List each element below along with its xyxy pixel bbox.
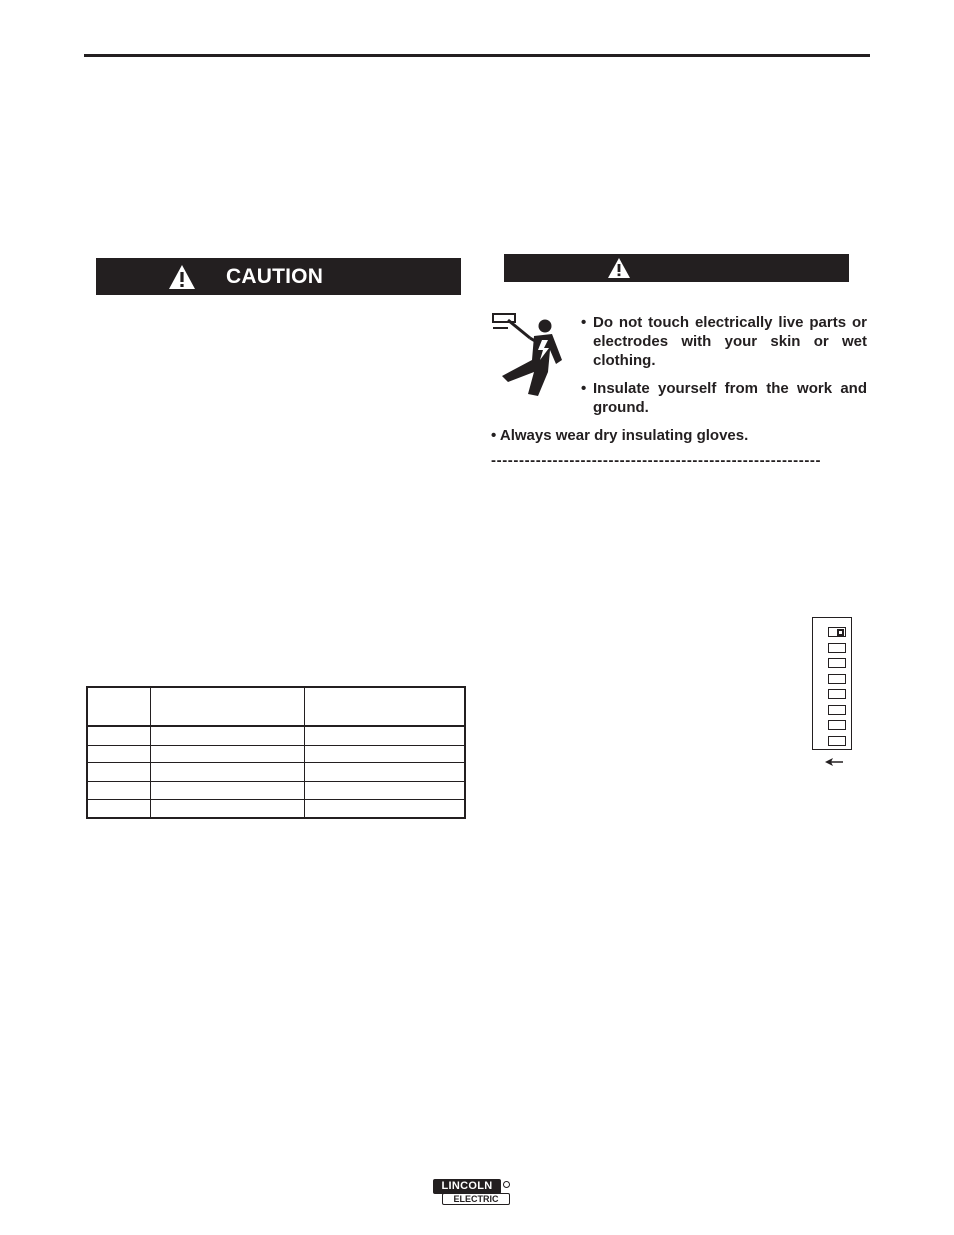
logo-lincoln-text: LINCOLN	[433, 1179, 501, 1194]
warning-bullet-text: Insulate yourself from the work and ground.	[593, 380, 867, 416]
logo-electric-text: ELECTRIC	[442, 1193, 510, 1205]
warning-separator: -----------------------------------------------------------	[491, 452, 822, 469]
table-header-divider	[88, 725, 464, 727]
bullet: •	[581, 380, 587, 397]
table-column-divider	[304, 688, 305, 817]
warning-bullet-item	[581, 379, 867, 417]
warning-triangle-icon	[168, 264, 196, 290]
table-row-divider	[88, 762, 464, 763]
dip-switch	[828, 736, 846, 746]
warning-footer-text: • Always wear dry insulating gloves.	[491, 427, 749, 444]
caution-banner	[96, 258, 461, 295]
data-table	[86, 686, 466, 819]
electric-shock-icon	[490, 310, 582, 402]
dip-switch	[828, 643, 846, 653]
dip-switch	[828, 689, 846, 699]
dip-switch-diagram	[812, 617, 852, 750]
registered-mark-icon	[503, 1181, 510, 1188]
table-row-divider	[88, 781, 464, 782]
warning-banner	[504, 254, 849, 282]
table-column-divider	[150, 688, 151, 817]
dip-switch	[828, 705, 846, 715]
warning-bullet-item	[581, 313, 867, 370]
bullet: •	[581, 314, 587, 331]
dip-switch	[828, 627, 846, 637]
table-row-divider	[88, 745, 464, 746]
arrow-left-icon	[824, 757, 844, 767]
warning-triangle-icon	[607, 257, 631, 279]
caution-label: CAUTION	[226, 265, 324, 288]
warning-bullet-text: Do not touch electrically live parts or electrodes with your skin or wet clothing.	[593, 314, 867, 369]
lincoln-electric-logo	[433, 1179, 513, 1207]
header-rule	[84, 54, 870, 57]
dip-switch	[828, 674, 846, 684]
table-row-divider	[88, 799, 464, 800]
dip-switch	[828, 658, 846, 668]
dip-switch	[828, 720, 846, 730]
